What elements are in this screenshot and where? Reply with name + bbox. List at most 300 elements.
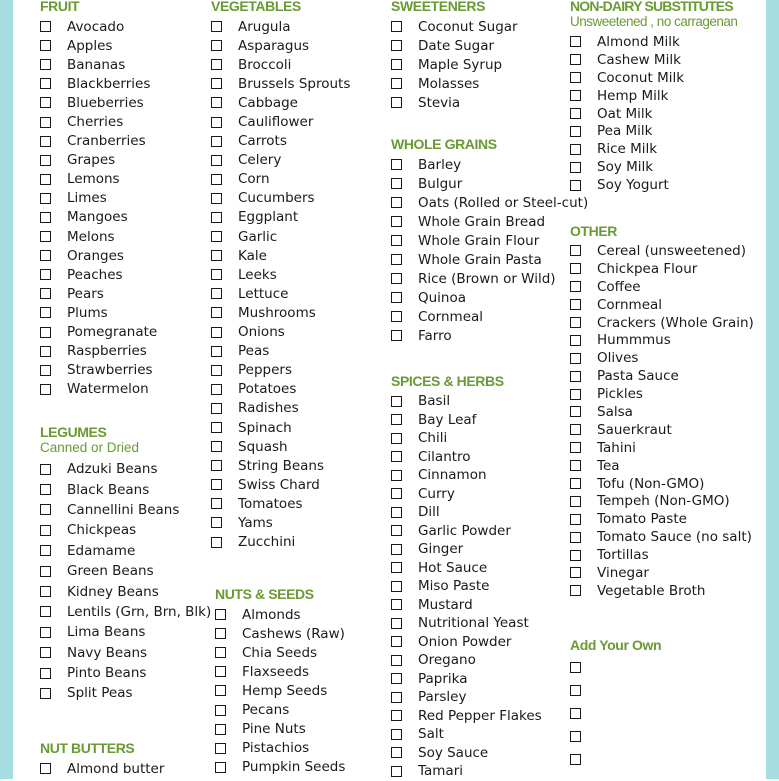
checkbox[interactable] bbox=[391, 197, 402, 208]
checklist-item[interactable] bbox=[391, 250, 588, 269]
checklist-item[interactable] bbox=[215, 720, 345, 739]
checkbox[interactable] bbox=[391, 311, 402, 322]
checklist-item[interactable] bbox=[40, 246, 157, 265]
checklist-item[interactable] bbox=[570, 457, 754, 475]
checklist-item[interactable] bbox=[40, 132, 157, 151]
checkbox[interactable] bbox=[391, 562, 402, 573]
checkbox[interactable] bbox=[391, 747, 402, 758]
item-label: Date Sugar bbox=[418, 37, 495, 54]
checkbox[interactable] bbox=[40, 269, 51, 280]
checkbox[interactable] bbox=[211, 460, 222, 471]
checklist-item[interactable] bbox=[391, 155, 588, 174]
checkbox[interactable] bbox=[391, 599, 402, 610]
item-label: Grapes bbox=[67, 152, 116, 169]
checklist-item[interactable] bbox=[215, 662, 345, 681]
checkbox[interactable] bbox=[570, 685, 581, 696]
checklist-item[interactable] bbox=[40, 208, 157, 227]
checkbox[interactable] bbox=[40, 250, 51, 261]
checklist-item[interactable] bbox=[570, 314, 754, 332]
checklist-item[interactable] bbox=[570, 349, 754, 367]
checkbox[interactable] bbox=[211, 517, 222, 528]
checkbox[interactable] bbox=[391, 330, 402, 341]
checklist-item[interactable] bbox=[211, 151, 350, 170]
checkbox[interactable] bbox=[211, 193, 222, 204]
checklist-item[interactable] bbox=[570, 176, 737, 194]
checklist-item[interactable] bbox=[40, 74, 157, 93]
checkbox[interactable] bbox=[40, 346, 51, 357]
checkbox[interactable] bbox=[211, 498, 222, 509]
checkbox[interactable] bbox=[570, 731, 581, 742]
checklist-item[interactable] bbox=[40, 227, 157, 246]
checkbox[interactable] bbox=[40, 327, 51, 338]
checklist-item[interactable] bbox=[570, 439, 754, 457]
checklist-item[interactable] bbox=[40, 643, 211, 663]
checklist-item[interactable] bbox=[391, 762, 542, 781]
checkbox[interactable] bbox=[391, 581, 402, 592]
checkbox[interactable] bbox=[40, 763, 51, 774]
checklist-item[interactable] bbox=[391, 744, 542, 763]
checkbox[interactable] bbox=[40, 193, 51, 204]
checklist-item[interactable] bbox=[391, 614, 542, 633]
checklist-item[interactable] bbox=[391, 707, 542, 726]
checkbox[interactable] bbox=[40, 288, 51, 299]
checklist-item[interactable] bbox=[211, 132, 350, 151]
checklist-item[interactable] bbox=[391, 633, 542, 652]
checkbox[interactable] bbox=[40, 606, 51, 617]
checklist-item[interactable] bbox=[40, 36, 157, 55]
checklist-item[interactable] bbox=[570, 33, 737, 51]
checklist-item[interactable] bbox=[40, 380, 157, 399]
checkbox[interactable] bbox=[570, 317, 581, 328]
checkbox[interactable] bbox=[211, 422, 222, 433]
checkbox[interactable] bbox=[570, 585, 581, 596]
checkbox[interactable] bbox=[391, 97, 402, 108]
checkbox[interactable] bbox=[570, 460, 581, 471]
checklist-item[interactable] bbox=[391, 174, 588, 193]
checklist-item[interactable] bbox=[570, 367, 754, 385]
checkbox[interactable] bbox=[570, 371, 581, 382]
checkbox[interactable] bbox=[570, 754, 581, 765]
checkbox[interactable] bbox=[40, 566, 51, 577]
item-label: Barley bbox=[418, 156, 462, 173]
checklist-item[interactable] bbox=[570, 122, 737, 140]
checklist-item[interactable] bbox=[391, 212, 588, 231]
checkbox[interactable] bbox=[570, 442, 581, 453]
section-title: FRUIT bbox=[40, 0, 80, 14]
checklist-item[interactable] bbox=[211, 437, 350, 456]
checklist-item[interactable] bbox=[40, 479, 211, 499]
checkbox[interactable] bbox=[391, 525, 402, 536]
checklist-item[interactable] bbox=[570, 510, 754, 528]
checkbox[interactable] bbox=[40, 21, 51, 32]
checkbox[interactable] bbox=[391, 451, 402, 462]
checkbox[interactable] bbox=[570, 567, 581, 578]
checkbox[interactable] bbox=[40, 231, 51, 242]
checkbox[interactable] bbox=[211, 78, 222, 89]
checklist-item[interactable] bbox=[570, 260, 754, 278]
checklist-item[interactable] bbox=[211, 74, 350, 93]
checklist-item[interactable] bbox=[40, 759, 164, 778]
checkbox[interactable] bbox=[570, 424, 581, 435]
checkbox[interactable] bbox=[391, 470, 402, 481]
checkbox[interactable] bbox=[391, 235, 402, 246]
checklist-item[interactable] bbox=[211, 342, 350, 361]
checkbox[interactable] bbox=[40, 688, 51, 699]
checklist-item[interactable] bbox=[391, 725, 542, 744]
checkbox[interactable] bbox=[391, 673, 402, 684]
checklist-item[interactable] bbox=[570, 278, 754, 296]
checklist-item[interactable] bbox=[570, 564, 754, 582]
checkbox[interactable] bbox=[40, 384, 51, 395]
checklist-item[interactable] bbox=[391, 93, 518, 112]
checkbox[interactable] bbox=[211, 136, 222, 147]
checklist-item[interactable] bbox=[391, 411, 542, 430]
checkbox[interactable] bbox=[391, 59, 402, 70]
checkbox[interactable] bbox=[215, 705, 226, 716]
checklist-item[interactable] bbox=[391, 651, 542, 670]
checklist-item[interactable] bbox=[211, 189, 350, 208]
checklist-item[interactable] bbox=[570, 582, 754, 600]
checkbox[interactable] bbox=[570, 496, 581, 507]
checkbox[interactable] bbox=[391, 729, 402, 740]
checklist-item[interactable] bbox=[570, 528, 754, 546]
checkbox[interactable] bbox=[391, 159, 402, 170]
checkbox[interactable] bbox=[570, 335, 581, 346]
checklist-item[interactable] bbox=[211, 284, 350, 303]
checkbox[interactable] bbox=[570, 90, 581, 101]
checklist-item[interactable] bbox=[391, 36, 518, 55]
checkbox[interactable] bbox=[211, 479, 222, 490]
checkbox[interactable] bbox=[570, 389, 581, 400]
checklist-item[interactable] bbox=[391, 448, 542, 467]
checkbox[interactable] bbox=[570, 353, 581, 364]
checkbox[interactable] bbox=[570, 281, 581, 292]
checkbox[interactable] bbox=[40, 78, 51, 89]
checkbox[interactable] bbox=[570, 72, 581, 83]
checklist-item[interactable] bbox=[391, 74, 518, 93]
checklist-item[interactable] bbox=[211, 265, 350, 284]
checkbox[interactable] bbox=[391, 254, 402, 265]
checkbox[interactable] bbox=[391, 21, 402, 32]
checklist-item[interactable] bbox=[391, 577, 542, 596]
section-vegetables bbox=[211, 0, 350, 552]
checklist-item[interactable] bbox=[391, 392, 542, 411]
checkbox[interactable] bbox=[391, 292, 402, 303]
checklist-item[interactable] bbox=[570, 242, 754, 260]
checkbox[interactable] bbox=[40, 504, 51, 515]
item-label: Cranberries bbox=[67, 133, 146, 150]
checkbox[interactable] bbox=[391, 507, 402, 518]
checklist-item[interactable] bbox=[40, 17, 157, 36]
item-list bbox=[215, 605, 345, 777]
checkbox[interactable] bbox=[40, 136, 51, 147]
checkbox[interactable] bbox=[40, 117, 51, 128]
item-label: Whole Grain Bread bbox=[418, 213, 546, 230]
checklist-item[interactable] bbox=[40, 561, 211, 581]
checklist-item[interactable] bbox=[211, 17, 350, 36]
checklist-item[interactable] bbox=[570, 296, 754, 314]
checkbox[interactable] bbox=[391, 655, 402, 666]
checkbox[interactable] bbox=[215, 647, 226, 658]
checkbox[interactable] bbox=[570, 514, 581, 525]
checklist-item[interactable] bbox=[570, 725, 661, 748]
checklist-item[interactable] bbox=[391, 231, 588, 250]
checkbox[interactable] bbox=[40, 647, 51, 658]
checkbox[interactable] bbox=[215, 743, 226, 754]
checkbox[interactable] bbox=[40, 627, 51, 638]
checkbox[interactable] bbox=[391, 618, 402, 629]
checklist-item[interactable] bbox=[215, 681, 345, 700]
checkbox[interactable] bbox=[211, 21, 222, 32]
checklist-item[interactable] bbox=[391, 307, 588, 326]
checkbox[interactable] bbox=[570, 245, 581, 256]
checkbox[interactable] bbox=[391, 396, 402, 407]
checkbox[interactable] bbox=[215, 609, 226, 620]
checkbox[interactable] bbox=[40, 155, 51, 166]
checkbox[interactable] bbox=[391, 40, 402, 51]
checklist-item[interactable] bbox=[211, 323, 350, 342]
checklist-item[interactable] bbox=[570, 492, 754, 510]
checkbox[interactable] bbox=[211, 327, 222, 338]
checklist-item[interactable] bbox=[391, 670, 542, 689]
checkbox[interactable] bbox=[40, 525, 51, 536]
checklist-item[interactable] bbox=[211, 361, 350, 380]
checkbox[interactable] bbox=[570, 532, 581, 543]
item-label: Kidney Beans bbox=[67, 583, 159, 600]
checkbox[interactable] bbox=[211, 97, 222, 108]
checkbox[interactable] bbox=[391, 636, 402, 647]
checkbox[interactable] bbox=[215, 685, 226, 696]
checkbox[interactable] bbox=[570, 478, 581, 489]
checklist-item[interactable] bbox=[211, 533, 350, 552]
checklist-item[interactable] bbox=[40, 361, 157, 380]
checklist-item[interactable] bbox=[570, 87, 737, 105]
checklist-item[interactable] bbox=[391, 559, 542, 578]
checkbox[interactable] bbox=[211, 365, 222, 376]
checklist-item[interactable] bbox=[215, 739, 345, 758]
checklist-item[interactable] bbox=[570, 546, 754, 564]
checkbox[interactable] bbox=[570, 263, 581, 274]
checkbox[interactable] bbox=[570, 662, 581, 673]
checkbox[interactable] bbox=[391, 78, 402, 89]
checkbox[interactable] bbox=[391, 414, 402, 425]
checkbox[interactable] bbox=[215, 628, 226, 639]
checklist-item[interactable] bbox=[211, 93, 350, 112]
checklist-item[interactable] bbox=[40, 55, 157, 74]
checklist-item[interactable] bbox=[211, 418, 350, 437]
checklist-item[interactable] bbox=[391, 326, 588, 345]
checkbox[interactable] bbox=[211, 250, 222, 261]
checklist-item[interactable] bbox=[570, 403, 754, 421]
checklist-item[interactable] bbox=[40, 112, 157, 131]
checkbox[interactable] bbox=[211, 269, 222, 280]
checklist-item[interactable] bbox=[40, 520, 211, 540]
checklist-item[interactable] bbox=[391, 17, 518, 36]
checklist-item[interactable] bbox=[570, 140, 737, 158]
checkbox[interactable] bbox=[211, 403, 222, 414]
checkbox[interactable] bbox=[40, 174, 51, 185]
checkbox[interactable] bbox=[40, 59, 51, 70]
checkbox[interactable] bbox=[211, 59, 222, 70]
checkbox[interactable] bbox=[215, 666, 226, 677]
checklist-item[interactable] bbox=[211, 399, 350, 418]
checkbox[interactable] bbox=[211, 307, 222, 318]
checklist-item[interactable] bbox=[215, 758, 345, 777]
checkbox[interactable] bbox=[391, 488, 402, 499]
checklist-item[interactable] bbox=[391, 466, 542, 485]
section-nut-butters bbox=[40, 740, 164, 778]
checkbox[interactable] bbox=[570, 126, 581, 137]
checkbox[interactable] bbox=[570, 36, 581, 47]
checkbox[interactable] bbox=[40, 464, 51, 475]
checkbox[interactable] bbox=[211, 117, 222, 128]
checklist-item[interactable] bbox=[570, 385, 754, 403]
item-label: Cherries bbox=[67, 114, 124, 131]
checklist-item[interactable] bbox=[570, 702, 661, 725]
checklist-item[interactable] bbox=[40, 622, 211, 642]
checkbox[interactable] bbox=[211, 346, 222, 357]
checklist-item[interactable] bbox=[211, 55, 350, 74]
item-label: Cashew Milk bbox=[597, 51, 681, 68]
checklist-item[interactable] bbox=[40, 342, 157, 361]
checklist-item[interactable] bbox=[40, 581, 211, 601]
checklist-item[interactable] bbox=[211, 475, 350, 494]
checklist-item[interactable] bbox=[40, 189, 157, 208]
checklist-item[interactable] bbox=[570, 69, 737, 87]
checkbox[interactable] bbox=[391, 433, 402, 444]
checkbox[interactable] bbox=[40, 212, 51, 223]
item-label: Pinto Beans bbox=[67, 665, 147, 682]
checkbox[interactable] bbox=[211, 384, 222, 395]
checklist-item[interactable] bbox=[40, 500, 211, 520]
checklist-item[interactable] bbox=[570, 475, 754, 493]
checkbox[interactable] bbox=[40, 97, 51, 108]
checklist-item[interactable] bbox=[40, 303, 157, 322]
item-list bbox=[40, 759, 164, 778]
checkbox[interactable] bbox=[40, 365, 51, 376]
checklist-item[interactable] bbox=[211, 380, 350, 399]
checklist-item[interactable] bbox=[215, 624, 345, 643]
checklist-item[interactable] bbox=[40, 541, 211, 561]
item-label: Almonds bbox=[242, 606, 301, 623]
item-label: Bulgur bbox=[418, 175, 463, 192]
checkbox[interactable] bbox=[570, 162, 581, 173]
checklist-item[interactable] bbox=[391, 429, 542, 448]
checklist-item[interactable] bbox=[211, 227, 350, 246]
checkbox[interactable] bbox=[211, 231, 222, 242]
checklist-item[interactable] bbox=[391, 688, 542, 707]
checkbox[interactable] bbox=[391, 216, 402, 227]
checklist-item[interactable] bbox=[570, 679, 661, 702]
checkbox[interactable] bbox=[211, 155, 222, 166]
checkbox[interactable] bbox=[570, 406, 581, 417]
checkbox[interactable] bbox=[570, 708, 581, 719]
checklist-item[interactable] bbox=[391, 596, 542, 615]
checkbox[interactable] bbox=[570, 550, 581, 561]
checkbox[interactable] bbox=[215, 724, 226, 735]
checklist-item[interactable] bbox=[211, 456, 350, 475]
checkbox[interactable] bbox=[40, 307, 51, 318]
checklist-item[interactable] bbox=[391, 485, 542, 504]
checkbox[interactable] bbox=[570, 144, 581, 155]
checklist-item[interactable] bbox=[40, 323, 157, 342]
checklist-item[interactable] bbox=[215, 605, 345, 624]
checklist-item[interactable] bbox=[211, 303, 350, 322]
checklist-item[interactable] bbox=[40, 663, 211, 683]
checkbox[interactable] bbox=[391, 544, 402, 555]
checkbox[interactable] bbox=[391, 273, 402, 284]
checkbox[interactable] bbox=[570, 299, 581, 310]
checkbox[interactable] bbox=[391, 692, 402, 703]
checklist-item[interactable] bbox=[211, 170, 350, 189]
item-label: Cabbage bbox=[238, 94, 298, 111]
checklist-item[interactable] bbox=[40, 170, 157, 189]
checklist-item[interactable] bbox=[391, 522, 542, 541]
checkbox[interactable] bbox=[211, 212, 222, 223]
checklist-item[interactable] bbox=[570, 51, 737, 69]
checklist-item[interactable] bbox=[570, 105, 737, 123]
checkbox[interactable] bbox=[391, 178, 402, 189]
checklist-item[interactable] bbox=[391, 503, 542, 522]
checkbox[interactable] bbox=[570, 180, 581, 191]
checklist-item[interactable] bbox=[40, 459, 211, 479]
checklist-item[interactable] bbox=[40, 284, 157, 303]
checklist-item[interactable] bbox=[211, 494, 350, 513]
checklist-item[interactable] bbox=[211, 246, 350, 265]
checklist-item[interactable] bbox=[211, 112, 350, 131]
checklist-item[interactable] bbox=[391, 288, 588, 307]
item-label: Celery bbox=[238, 152, 282, 169]
checkbox[interactable] bbox=[211, 40, 222, 51]
checklist-item[interactable] bbox=[570, 331, 754, 349]
checkbox[interactable] bbox=[40, 484, 51, 495]
checklist-item[interactable] bbox=[40, 602, 211, 622]
checkbox[interactable] bbox=[570, 108, 581, 119]
checkbox[interactable] bbox=[40, 545, 51, 556]
checklist-item[interactable] bbox=[40, 93, 157, 112]
item-label: Paprika bbox=[418, 670, 468, 687]
checklist-item[interactable] bbox=[570, 748, 661, 771]
checkbox[interactable] bbox=[211, 174, 222, 185]
checklist-item[interactable] bbox=[391, 540, 542, 559]
checkbox[interactable] bbox=[391, 710, 402, 721]
checkbox[interactable] bbox=[40, 668, 51, 679]
checkbox[interactable] bbox=[211, 441, 222, 452]
item-label: Cornmeal bbox=[597, 296, 663, 313]
checklist-item[interactable] bbox=[40, 265, 157, 284]
checklist-item[interactable] bbox=[391, 269, 588, 288]
checkbox[interactable] bbox=[391, 766, 402, 777]
checklist-item[interactable] bbox=[570, 158, 737, 176]
checklist-item[interactable] bbox=[391, 55, 518, 74]
checklist-item[interactable] bbox=[211, 36, 350, 55]
checkbox[interactable] bbox=[40, 586, 51, 597]
checklist-item[interactable] bbox=[391, 193, 588, 212]
checkbox[interactable] bbox=[40, 40, 51, 51]
checklist-item[interactable] bbox=[211, 208, 350, 227]
checklist-item[interactable] bbox=[211, 513, 350, 532]
checklist-item[interactable] bbox=[40, 683, 211, 703]
checklist-item[interactable] bbox=[215, 643, 345, 662]
checkbox[interactable] bbox=[570, 54, 581, 65]
checkbox[interactable] bbox=[215, 762, 226, 773]
checkbox[interactable] bbox=[211, 537, 222, 548]
checklist-item[interactable] bbox=[570, 656, 661, 679]
checklist-item[interactable] bbox=[215, 700, 345, 719]
checklist-item[interactable] bbox=[570, 421, 754, 439]
checklist-item[interactable] bbox=[40, 151, 157, 170]
checkbox[interactable] bbox=[211, 288, 222, 299]
